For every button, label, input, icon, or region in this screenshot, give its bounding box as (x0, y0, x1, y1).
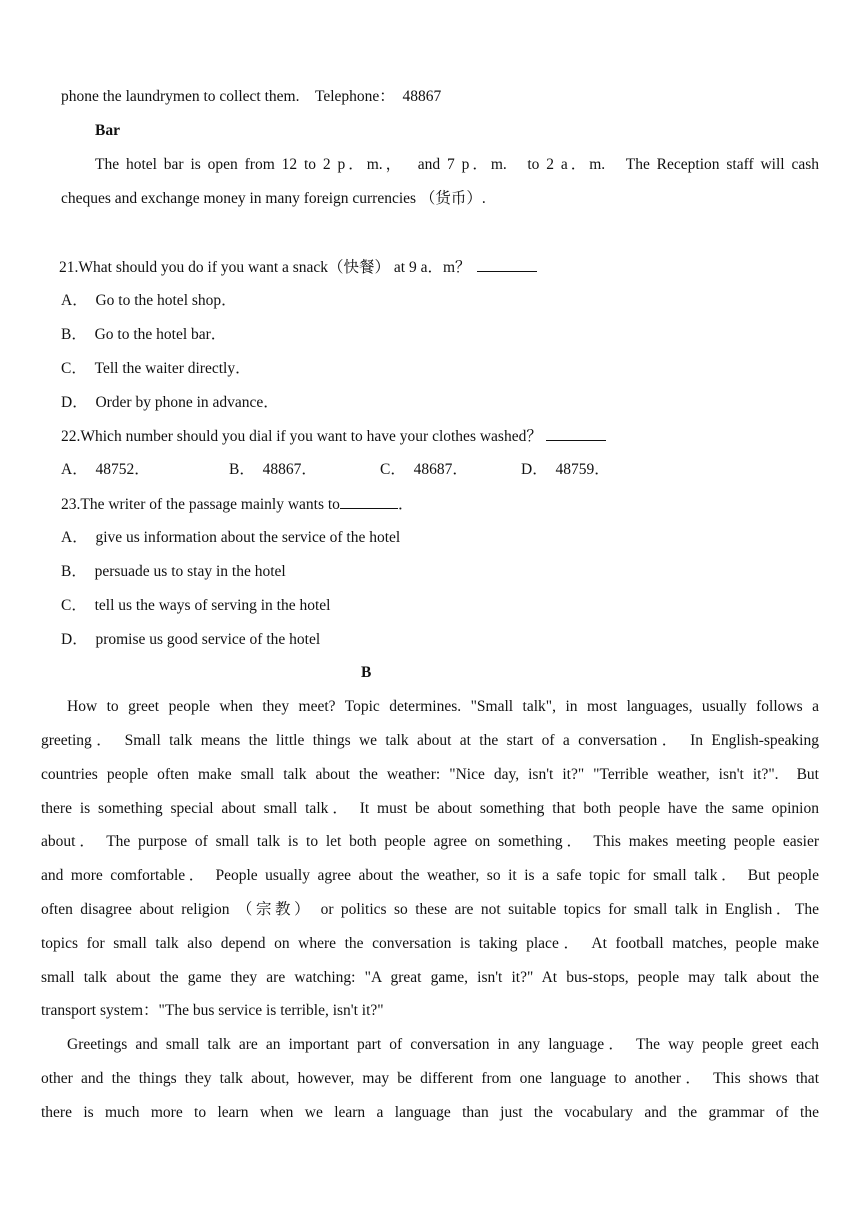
q21-option-b[interactable]: B． Go to the hotel bar． (61, 326, 227, 343)
passage-b-line (41, 866, 819, 886)
question-21 (59, 257, 537, 278)
passage-b-line (67, 697, 819, 717)
bar-line-1-text: The hotel bar is open from 12 to 2 p．m.， and 7 p．m. to 2 a．m. The Reception staff will cash (95, 156, 819, 173)
passage-b-para2-line (41, 1103, 819, 1123)
q23-option-a[interactable]: A． give us information about the service of the hotel (61, 529, 401, 546)
q21-option-c[interactable]: C． Tell the waiter directly． (61, 360, 251, 377)
answer-blank-23[interactable] (340, 494, 398, 509)
passage-b-line-8-text: topics for small talk also depend on where the conversation is taking place． At football matches, people make (41, 935, 819, 952)
q22-option-c[interactable]: C． 48687． (380, 461, 468, 478)
passage-b-line-7-text: often disagree about religion （宗教） or politics so these are not suitable topics for small talk in English．The (41, 901, 819, 918)
bar-paragraph-line-1 (95, 155, 819, 175)
laundry-line: phone the laundrymen to collect them. Telephone： 48867 (61, 88, 442, 105)
passage-b-heading: B (361, 664, 372, 681)
passage-b-line (41, 799, 819, 819)
q21-option-a[interactable]: A． Go to the hotel shop． (61, 292, 237, 309)
question-23 (61, 494, 413, 515)
passage-b-line (41, 900, 819, 920)
passage-b-para2-line (67, 1035, 819, 1055)
passage-b-line (41, 731, 819, 751)
q22-option-b[interactable]: B． 48867． (229, 461, 317, 478)
passage-b-para2-line-2-text: other and the things they talk about, however, may be different from one language to another． This shows that (41, 1070, 819, 1087)
passage-b-line-1-text: How to greet people when they meet? Topic determines. "Small talk", in most languages, usually follows a (67, 698, 819, 715)
passage-b-line-10: transport system："The bus service is terrible, isn't it?" (41, 1002, 384, 1019)
passage-b-line-9-text: small talk about the game they are watching: "A great game, isn't it?" At bus-stops, people may talk about the (41, 969, 819, 986)
q23-option-b[interactable]: B． persuade us to stay in the hotel (61, 563, 286, 580)
passage-b-line (41, 832, 819, 852)
q21-option-d[interactable]: D． Order by phone in advance． (61, 394, 279, 411)
q23-option-c[interactable]: C． tell us the ways of serving in the hotel (61, 597, 331, 614)
passage-b-line-3-text: countries people often make small talk about the weather: "Nice day, isn't it?" "Terrible weather, isn't it?". But (41, 766, 819, 783)
q23-option-d[interactable]: D． promise us good service of the hotel (61, 631, 321, 648)
q22-option-d[interactable]: D． 48759． (521, 461, 610, 478)
passage-b-line-4-text: there is something special about small talk． It must be about something that both people have the same opinion (41, 800, 819, 817)
passage-b-line (41, 765, 819, 785)
bar-heading: Bar (95, 122, 120, 139)
question-22 (61, 426, 606, 447)
passage-b-line-2-text: greeting． Small talk means the little things we talk about at the start of a conversation． In English-speaking (41, 732, 819, 749)
passage-b-para2-line-3-text: there is much more to learn when we learn a language than just the vocabulary and the grammar of the (41, 1104, 819, 1121)
question-23-stem-end: ． (397, 496, 414, 513)
passage-b-line (41, 934, 819, 954)
passage-b-line-6-text: and more comfortable． People usually agree about the weather, so it is a safe topic for small talk． But people (41, 867, 819, 884)
passage-b-para2-line (41, 1069, 819, 1089)
bar-paragraph-line-2: cheques and exchange money in many foreign currencies （货币）. (61, 190, 486, 207)
q22-option-a[interactable]: A． 48752． (61, 461, 150, 478)
passage-b-para2-line-1-text: Greetings and small talk are an important part of conversation in any language． The way people greet each (67, 1036, 819, 1053)
question-22-stem: 22.Which number should you dial if you want to have your clothes washed？ (61, 428, 542, 445)
answer-blank-22[interactable] (546, 426, 606, 441)
question-23-stem: 23.The writer of the passage mainly wants to (61, 496, 340, 513)
answer-blank-21[interactable] (477, 257, 537, 272)
passage-b-line (41, 968, 819, 988)
passage-b-line-5-text: about． The purpose of small talk is to let both people agree on something． This makes meeting people easier (41, 833, 819, 850)
question-21-stem: 21.What should you do if you want a snack（快餐） at 9 a．m？ (59, 259, 471, 276)
